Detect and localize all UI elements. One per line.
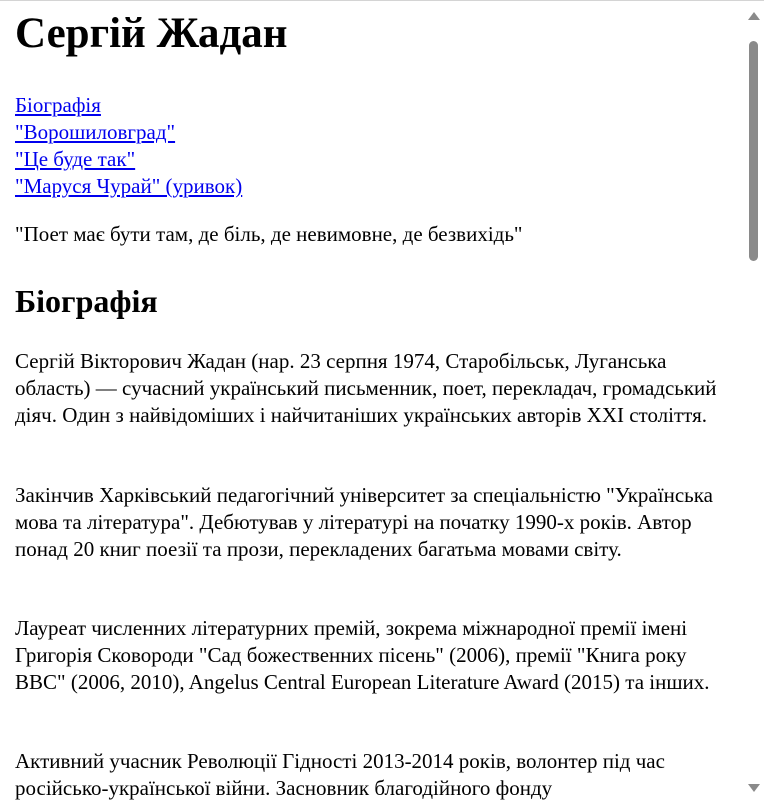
vertical-scrollbar[interactable] xyxy=(742,2,764,802)
scrollbar-thumb[interactable] xyxy=(749,41,758,261)
page-title: Сергій Жадан xyxy=(15,10,288,57)
page-viewport xyxy=(0,2,725,802)
scroll-up-arrow-icon[interactable] xyxy=(748,12,760,20)
table-of-contents xyxy=(15,92,242,200)
toc-link-tse-bude-tak[interactable]: "Це буде так" xyxy=(15,147,136,171)
biography-paragraph: Закінчив Харківський педагогічний університет за спеціальністю "Українська мова та література". Дебютував у літературі на початку 1990-х років. Автор понад 20 книг поезії та прози, перекладених багатьма мовами світу. xyxy=(15,483,713,561)
toc-link-biography[interactable]: Біографія xyxy=(15,93,101,117)
toc-link-voroshylovhrad[interactable]: "Ворошиловград" xyxy=(15,120,176,144)
section-heading-biography: Біографія xyxy=(15,283,158,319)
biography-paragraph: Активний учасник Революції Гідності 2013-2014 років, волонтер під час російсько-української війни. Засновник благодійного фонду xyxy=(15,749,665,800)
epigraph-quote: "Поет має бути там, де біль, де невимовне, де безвихідь" xyxy=(15,222,523,246)
scroll-down-arrow-icon[interactable] xyxy=(748,784,760,792)
biography-paragraph: Лауреат численних літературних премій, зокрема міжнародної премії імені Григорія Сковороди "Сад божественних пісень" (2006), премії "Книга року BBC" (2006, 2010), Angelus Central European Literature Award (2015) та інших. xyxy=(15,616,710,694)
biography-paragraph: Сергій Вікторович Жадан (нар. 23 серпня 1974, Старобільськ, Луганська область) — сучасний український письменник, поет, перекладач, громадський діяч. Один з найвідоміших і найчитаніших українських авторів XXI століття. xyxy=(15,349,717,427)
toc-link-marusia-churai[interactable]: "Маруся Чурай" (уривок) xyxy=(15,174,243,198)
